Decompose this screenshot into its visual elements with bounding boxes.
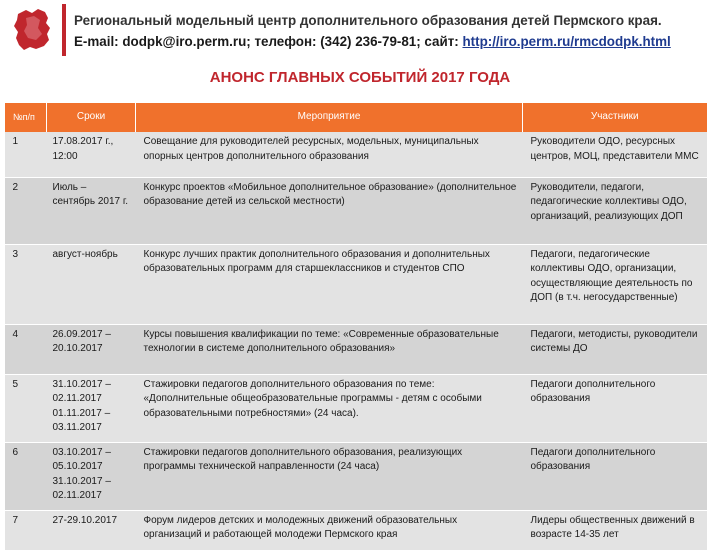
contact-info: E-mail: dodpk@iro.perm.ru; телефон: (342) 236-79-81; сайт: bbox=[74, 34, 463, 49]
table-row bbox=[5, 324, 707, 374]
row-participants: Педагоги дополнительного образования bbox=[523, 442, 707, 510]
row-participants: Руководители ОДО, ресурсных центров, МОЦ, представители ММС bbox=[523, 132, 707, 177]
row-dates: 31.10.2017 – 02.11.2017 01.11.2017 – 03.11.2017 bbox=[47, 374, 136, 442]
row-participants: Педагоги, методисты, руководители системы ДО bbox=[523, 324, 707, 374]
row-event: Стажировки педагогов дополнительного образования, реализующих программы технической направленности (24 часа) bbox=[136, 442, 523, 510]
events-table bbox=[4, 103, 707, 551]
row-number: 3 bbox=[5, 244, 47, 324]
header-divider bbox=[62, 4, 66, 56]
row-dates: 03.10.2017 – 05.10.2017 31.10.2017 – 02.11.2017 bbox=[47, 442, 136, 510]
row-number: 1 bbox=[5, 132, 47, 177]
row-participants: Лидеры общественных движений в возрасте 14-35 лет bbox=[523, 510, 707, 550]
row-participants: Руководители, педагоги, педагогические коллективы ОДО, организаций, реализующих ДОП bbox=[523, 177, 707, 244]
row-participants: Педагоги, педагогические коллективы ОДО, организации, осуществляющие деятельность по ДОП (в т.ч. негосударственные) bbox=[523, 244, 707, 324]
row-dates: 27-29.10.2017 bbox=[47, 510, 136, 550]
row-dates: 17.08.2017 г., 12:00 bbox=[47, 132, 136, 177]
row-event: Совещание для руководителей ресурсных, модельных, муниципальных опорных центров дополнительного образования bbox=[136, 132, 523, 177]
row-event: Конкурс проектов «Мобильное дополнительное образование» (дополнительное образование детей из сельской местности) bbox=[136, 177, 523, 244]
site-link[interactable]: http://iro.perm.ru/rmcdodpk.html bbox=[462, 34, 671, 49]
row-event: Курсы повышения квалификации по теме: «Современные образовательные технологии в системе дополнительного образования» bbox=[136, 324, 523, 374]
row-number: 4 bbox=[5, 324, 47, 374]
page-title: АНОНС ГЛАВНЫХ СОБЫТИЙ 2017 ГОДА bbox=[209, 69, 511, 86]
row-number: 6 bbox=[5, 442, 47, 510]
table-row bbox=[5, 510, 707, 550]
contact-line bbox=[74, 34, 671, 49]
column-header-participants: Участники bbox=[523, 103, 707, 132]
row-dates: Июль – сентябрь 2017 г. bbox=[47, 177, 136, 244]
table-row bbox=[5, 374, 707, 442]
column-header-number: №п/п bbox=[5, 103, 47, 132]
row-number: 7 bbox=[5, 510, 47, 550]
table-row bbox=[5, 244, 707, 324]
row-number: 5 bbox=[5, 374, 47, 442]
row-event: Конкурс лучших практик дополнительного образования и дополнительных образовательных программ для старшеклассников и студентов СПО bbox=[136, 244, 523, 324]
table-row bbox=[5, 132, 707, 177]
perm-region-map-icon bbox=[8, 6, 56, 54]
table-header-row bbox=[5, 103, 707, 132]
column-header-dates: Сроки bbox=[47, 103, 136, 132]
document-header bbox=[0, 0, 720, 60]
row-event: Форум лидеров детских и молодежных движений образовательных организаций и работающей молодежи Пермского края bbox=[136, 510, 523, 550]
table-row bbox=[5, 177, 707, 244]
row-dates: август-ноябрь bbox=[47, 244, 136, 324]
table-row bbox=[5, 442, 707, 510]
row-participants: Педагоги дополнительного образования bbox=[523, 374, 707, 442]
row-dates: 26.09.2017 – 20.10.2017 bbox=[47, 324, 136, 374]
row-number: 2 bbox=[5, 177, 47, 244]
column-header-event: Мероприятие bbox=[136, 103, 523, 132]
organization-name: Региональный модельный центр дополнительного образования детей Пермского края. bbox=[74, 13, 662, 28]
row-event: Стажировки педагогов дополнительного образования по теме: «Дополнительные общеобразовательные программы - детям с особыми образовательными потребностями» (24 часа). bbox=[136, 374, 523, 442]
